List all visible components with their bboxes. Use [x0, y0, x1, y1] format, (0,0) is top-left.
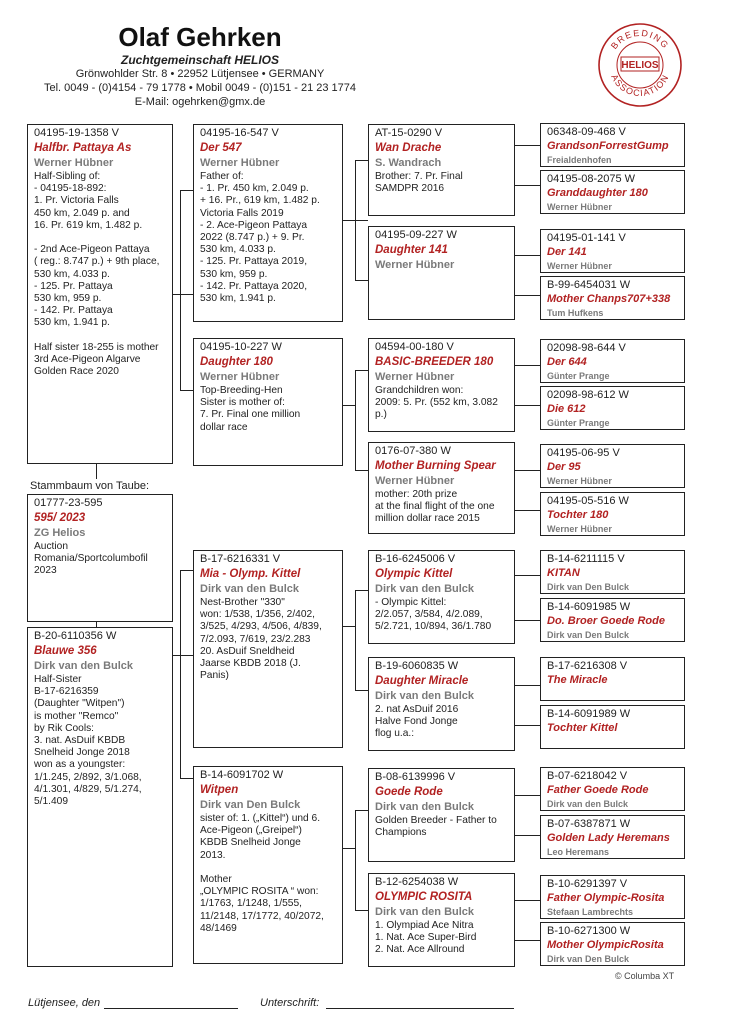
- breeder: Werner Hübner: [200, 157, 280, 169]
- pigeon-name: Witpen: [200, 784, 239, 796]
- pedigree-gen4-1[interactable]: [540, 123, 685, 167]
- ring-number: 04195-10-227 W: [200, 341, 282, 353]
- pigeon-name: Mother OlympicRosita: [547, 939, 664, 951]
- notes: sister of: 1. („Kittel“) und 6. Ace-Pigeon („Greipel“) KBDB Snelheid Jonge 2013. Mother „OLYMPIC ROSITA “ won: 1/1763, 1/1248, 1/555, 11/2148, 17/1772, 40/2072, 48/1469: [200, 813, 324, 934]
- ring-number: B-20-6110356 W: [34, 630, 117, 642]
- pigeon-name: Olympic Kittel: [375, 568, 453, 580]
- breeder: Dirk van Den Bulck: [200, 799, 301, 811]
- breeder: Werner Hübner: [375, 371, 455, 383]
- notes: Top-Breeding-Hen Sister is mother of: 7. Pr. Final one million dollar race: [200, 385, 301, 433]
- notes: Brother: 7. Pr. Final SAMDPR 2016: [375, 171, 463, 195]
- pigeon-name: 595/ 2023: [34, 512, 86, 524]
- ring-number: B-14-6091989 W: [547, 708, 631, 720]
- breeder-subtitle: Zuchtgemeinschaft HELIOS: [120, 53, 280, 67]
- pedigree-gen4-10[interactable]: [540, 598, 685, 642]
- breeder-address: Grönwohlder Str. 8 • 22952 Lütjensee • GERMANY: [75, 68, 325, 80]
- ring-number: 04195-08-2075 W: [547, 173, 636, 185]
- breeder: Dirk van den Bulck: [375, 801, 475, 813]
- place-date-line[interactable]: [104, 1008, 238, 1009]
- svg-text:BREEDING: [609, 28, 671, 51]
- pedigree-gen4-16[interactable]: [540, 922, 685, 966]
- pedigree-gen4-14[interactable]: [540, 815, 685, 859]
- notes: 2. nat AsDuif 2016 Halve Fond Jonge flog u.a.:: [375, 704, 459, 740]
- pigeon-name: Tochter Kittel: [547, 722, 618, 734]
- ring-number: 04195-16-547 V: [200, 127, 279, 139]
- breeder: Stefaan Lambrechts: [547, 907, 634, 917]
- breeder: Dirk van Den Bulck: [547, 954, 630, 964]
- pigeon-name: Der 644: [547, 356, 587, 368]
- pedigree-gen4-11[interactable]: [540, 657, 685, 701]
- ring-number: 02098-98-612 W: [547, 389, 629, 401]
- ring-number: B-10-6291397 V: [547, 878, 628, 890]
- pigeon-name: Goede Rode: [375, 786, 443, 798]
- notes: Grandchildren won: 2009: 5. Pr. (552 km, 3.082 p.): [375, 385, 498, 421]
- pedigree-gen4-15[interactable]: [540, 875, 685, 919]
- breeder: Leo Heremans: [547, 847, 610, 857]
- pigeon-name: Mother Chanps707+338: [547, 293, 671, 305]
- notes: - Olympic Kittel: 2/2.057, 3/584, 4/2.089, 5/2.721, 10/894, 36/1.780: [375, 597, 492, 633]
- ring-number: B-14-6091985 W: [547, 601, 631, 613]
- pigeon-name: Father Goede Rode: [547, 784, 649, 796]
- pigeon-name: Der 141: [547, 246, 587, 258]
- pedigree-father-mother[interactable]: [193, 338, 343, 466]
- breeder-phone: Tel. 0049 - (0)4154 - 79 1778 • Mobil 0049 - (0)151 - 21 23 1774: [43, 82, 357, 94]
- breeder: Werner Hübner: [375, 259, 455, 271]
- pedigree-label: Stammbaum von Taube:: [30, 480, 150, 492]
- notes: Auction Romania/Sportcolumbofil 2023: [34, 541, 148, 577]
- ring-number: B-19-6060835 W: [375, 660, 459, 672]
- pedigree-gen3-8[interactable]: [368, 873, 515, 967]
- breeder: Dirk van den Bulck: [375, 690, 475, 702]
- ring-number: 04195-06-95 V: [547, 447, 620, 459]
- ring-number: B-07-6387871 W: [547, 818, 631, 830]
- pedigree-gen3-1[interactable]: [368, 124, 515, 216]
- logo-center-text: HELIOS: [621, 60, 659, 71]
- pigeon-name: Mia - Olymp. Kittel: [200, 568, 301, 580]
- pigeon-name: Granddaughter 180: [547, 187, 648, 199]
- notes: 1. Olympiad Ace Nitra 1. Nat. Ace Super-Bird 2. Nat. Ace Allround: [375, 920, 477, 956]
- pedigree-gen4-6[interactable]: [540, 386, 685, 430]
- notes: Half-Sister B-17-6216359 (Daughter "Witpen") is mother "Remco" by Rik Cools: 3. nat. AsDuif KBDB Snelheid Jonge 2018 won as a youngster: 1/1.245, 2/892, 3/1.068, 4/1.301, 4/829, 5/1.274, 5/1.409: [34, 674, 142, 808]
- pedigree-subject[interactable]: [27, 494, 173, 622]
- breeder: Werner Hübner: [547, 202, 612, 212]
- ring-number: AT-15-0290 V: [375, 127, 443, 139]
- pedigree-gen4-2[interactable]: [540, 170, 685, 214]
- pigeon-name: Halfbr. Pattaya As: [34, 142, 132, 154]
- pedigree-gen4-4[interactable]: [540, 276, 685, 320]
- breeder: Günter Prange: [547, 418, 610, 428]
- pedigree-mother-mother[interactable]: [193, 766, 343, 964]
- ring-number: B-17-6216331 V: [200, 553, 281, 565]
- breeder: ZG Helios: [34, 527, 86, 539]
- notes: mother: 20th prize at the final flight of the one million dollar race 2015: [375, 489, 495, 525]
- pedigree-gen3-3[interactable]: [368, 338, 515, 432]
- copyright: © Columba XT: [615, 971, 675, 981]
- pigeon-name: Golden Lady Heremans: [547, 832, 670, 844]
- pedigree-gen4-13[interactable]: [540, 767, 685, 811]
- breeder-name: Olaf Gehrken: [118, 22, 282, 52]
- pedigree-gen4-3[interactable]: [540, 229, 685, 273]
- pigeon-name: Der 95: [547, 461, 581, 473]
- place-label: Lütjensee, den: [28, 997, 101, 1009]
- pedigree-gen3-6[interactable]: [368, 657, 515, 751]
- pigeon-name: BASIC-BREEDER 180: [375, 356, 494, 368]
- ring-number: B-17-6216308 V: [547, 660, 628, 672]
- pigeon-name: The Miracle: [547, 674, 608, 686]
- ring-number: 02098-98-644 V: [547, 342, 626, 354]
- pedigree-gen4-9[interactable]: [540, 550, 685, 594]
- breeder: Tum Hufkens: [547, 308, 604, 318]
- breeder: Dirk van Den Bulck: [547, 582, 630, 592]
- pedigree-father[interactable]: [27, 124, 173, 464]
- pigeon-name: Der 547: [200, 142, 242, 154]
- pigeon-name: OLYMPIC ROSITA: [375, 891, 473, 903]
- pedigree-gen4-7[interactable]: [540, 444, 685, 488]
- breeder: Dirk van Den Bulck: [547, 630, 630, 640]
- pedigree-gen4-5[interactable]: [540, 339, 685, 383]
- pedigree-gen3-5[interactable]: [368, 550, 515, 644]
- pigeon-name: Tochter 180: [547, 509, 609, 521]
- pigeon-name: Mother Burning Spear: [375, 460, 496, 472]
- ring-number: 04594-00-180 V: [375, 341, 454, 353]
- logo-bottom-text: ASSOCIATION: [609, 72, 671, 99]
- logo-top-text: BREEDING: [608, 27, 672, 51]
- breeder: Werner Hübner: [200, 371, 280, 383]
- breeder: Werner Hübner: [375, 475, 455, 487]
- breeder: Werner Hübner: [547, 261, 612, 271]
- pedigree-gen3-2[interactable]: [368, 226, 515, 320]
- breeder: Werner Hübner: [547, 524, 612, 534]
- ring-number: B-16-6245006 V: [375, 553, 456, 565]
- ring-number: B-08-6139996 V: [375, 771, 456, 783]
- ring-number: 01777-23-595: [34, 497, 103, 509]
- notes: Golden Breeder - Father to Champions: [375, 815, 497, 839]
- helios-logo: [597, 22, 683, 108]
- pigeon-name: Daughter 141: [375, 244, 448, 256]
- ring-number: B-14-6091702 W: [200, 769, 284, 781]
- notes: Nest-Brother "330" won: 1/538, 1/356, 2/402, 3/525, 4/293, 4/506, 4/839, 7/2.093, 7/619, 23/2.283 20. AsDuif Sneldheid Jaarse KBDB 2018 (J. Panis): [200, 597, 322, 682]
- notes: Half-Sibling of: - 04195-18-892: 1. Pr. Victoria Falls 450 km, 2.049 p. and 16. Pr. 619 km, 1.482 p. - 2nd Ace-Pigeon Pattaya ( reg.: 8.747 p.) + 9th place, 530 km, 4.033 p. - 125. Pr. Pattaya 530 km, 959 p. - 142. Pr. Pattaya 530 km, 1.941 p. Half sister 18-255 is mother 3rd Ace-Pigeon Algarve Golden Race 2020: [34, 171, 160, 378]
- pigeon-name: Daughter 180: [200, 356, 273, 368]
- ring-number: B-07-6218042 V: [547, 770, 628, 782]
- breeder: Freialdenhofen: [547, 155, 612, 165]
- pigeon-name: Wan Drache: [375, 142, 442, 154]
- ring-number: 04195-01-141 V: [547, 232, 626, 244]
- pigeon-name: Blauwe 356: [34, 645, 97, 657]
- breeder-email: E-Mail: ogehrken@gmx.de: [134, 96, 266, 108]
- breeder: S. Wandrach: [375, 157, 442, 169]
- ring-number: B-12-6254038 W: [375, 876, 459, 888]
- ring-number: 04195-19-1358 V: [34, 127, 120, 139]
- ring-number: 04195-05-516 W: [547, 495, 629, 507]
- pigeon-name: Daughter Miracle: [375, 675, 469, 687]
- breeder: Dirk van den Bulck: [200, 583, 300, 595]
- ring-number: 0176-07-380 W: [375, 445, 451, 457]
- pedigree-mother[interactable]: [27, 627, 173, 967]
- notes: Father of: - 1. Pr. 450 km, 2.049 p. + 16. Pr., 619 km, 1.482 p. Victoria Falls 2019 - 2. Ace-Pigeon Pattaya 2022 (8.747 p.) + 9. Pr. 530 km, 4.033 p. - 125. Pr. Pattaya 2019, 530 km, 959 p. - 142. Pr. Pattaya 2020, 530 km, 1.941 p.: [200, 171, 320, 305]
- ring-number: B-14-6211115 V: [547, 553, 625, 565]
- pigeon-name: Die 612: [547, 403, 586, 415]
- pigeon-name: KITAN: [547, 567, 580, 579]
- breeder: Dirk van den Bulck: [547, 799, 629, 809]
- signature-line[interactable]: [326, 1008, 514, 1009]
- pedigree-mother-father[interactable]: [193, 550, 343, 748]
- pigeon-name: GrandsonForrestGump: [547, 140, 669, 152]
- pedigree-gen3-7[interactable]: [368, 768, 515, 862]
- ring-number: 04195-09-227 W: [375, 229, 457, 241]
- pedigree-gen4-12[interactable]: [540, 705, 685, 749]
- breeder: Werner Hübner: [34, 157, 114, 169]
- pedigree-gen3-4[interactable]: [368, 442, 515, 534]
- ring-number: B-10-6271300 W: [547, 925, 631, 937]
- breeder: Günter Prange: [547, 371, 610, 381]
- breeder: Werner Hübner: [547, 476, 612, 486]
- svg-text:ASSOCIATION: [609, 73, 671, 99]
- pigeon-name: Father Olympic-Rosita: [547, 892, 665, 904]
- ring-number: 06348-09-468 V: [547, 126, 626, 138]
- signature-label: Unterschrift:: [260, 997, 320, 1009]
- breeder: Dirk van den Bulck: [375, 906, 475, 918]
- breeder: Dirk van den Bulck: [34, 660, 134, 672]
- breeder: Dirk van den Bulck: [375, 583, 475, 595]
- pedigree-gen4-8[interactable]: [540, 492, 685, 536]
- pedigree-father-father[interactable]: [193, 124, 343, 322]
- ring-number: B-99-6454031 W: [547, 279, 631, 291]
- pigeon-name: Do. Broer Goede Rode: [547, 615, 665, 627]
